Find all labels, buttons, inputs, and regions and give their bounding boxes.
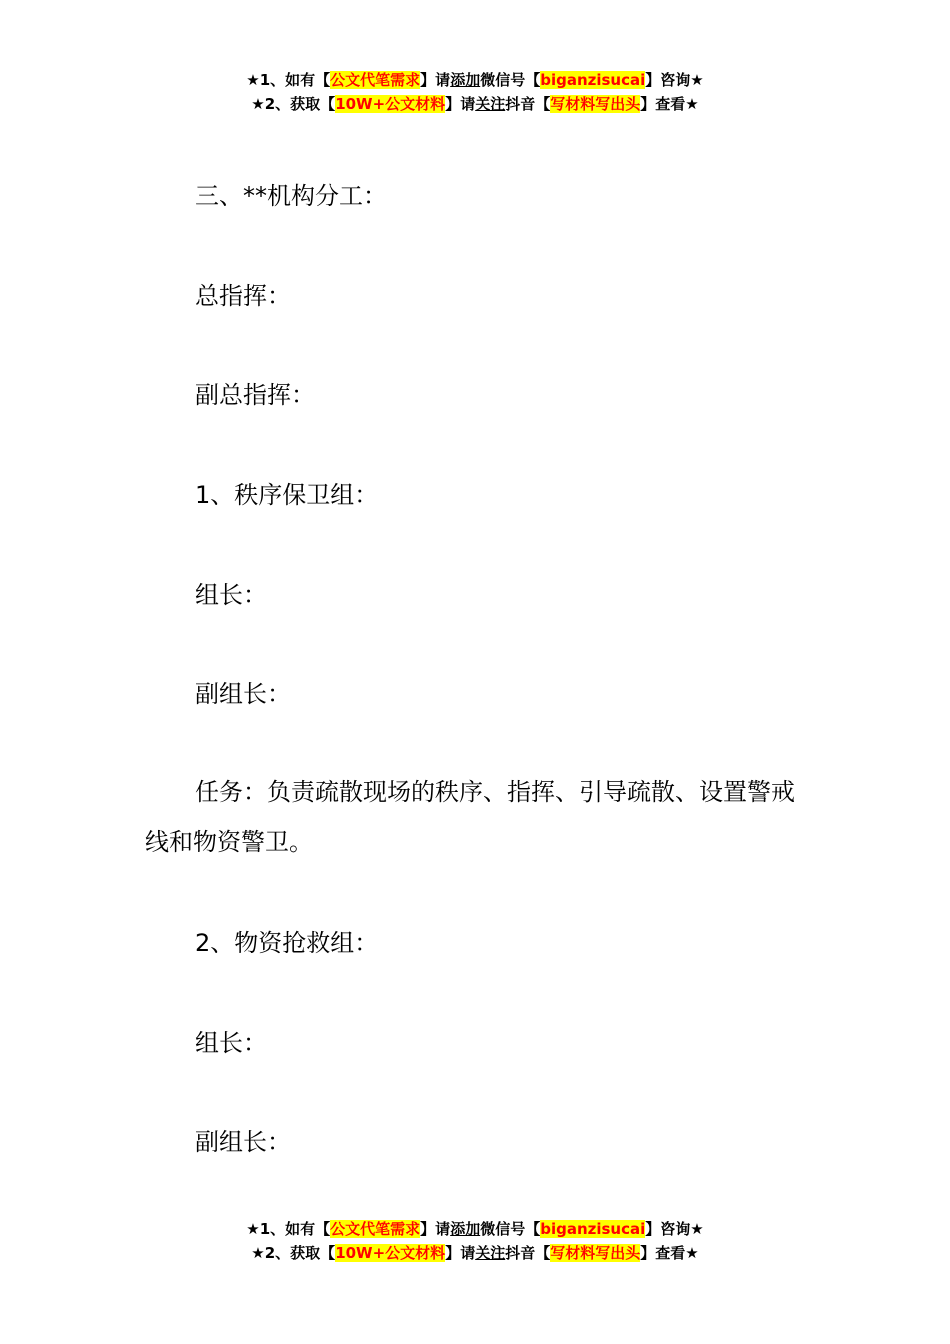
task-paragraph: 任务：负责疏散现场的秩序、指挥、引导疏散、设置警戒线和物资警卫。 [145, 778, 795, 856]
banner-line-2 [0, 92, 950, 116]
banner-text: 】查看★ [640, 1244, 699, 1262]
banner-highlight: 10W+公文材料 [335, 1244, 446, 1262]
banner-text: 】请 [445, 1244, 476, 1262]
banner-highlight: biganzisucai [540, 1220, 646, 1238]
banner-text: ★1、如有【 [246, 1220, 331, 1238]
banner-text: 】请 [445, 95, 476, 113]
field-group-leader: 组长： [195, 581, 267, 609]
banner-text: ★2、获取【 [251, 1244, 336, 1262]
banner-highlight: biganzisucai [540, 71, 646, 89]
field-commander: 总指挥： [195, 282, 291, 310]
banner-text: 】请 [420, 71, 451, 89]
banner-text: 】咨询★ [645, 71, 704, 89]
banner-text: 】查看★ [640, 95, 699, 113]
banner-highlight: 公文代笔需求 [330, 1220, 421, 1238]
field-group-leader: 组长： [195, 1029, 267, 1057]
section-heading: 三、**机构分工： [195, 182, 387, 210]
banner-text: 】咨询★ [645, 1220, 704, 1238]
banner-text: 】请 [420, 1220, 451, 1238]
banner-underlined: 关注 [475, 95, 506, 113]
banner-line-2 [0, 1241, 950, 1265]
banner-text: ★2、获取【 [251, 95, 336, 113]
banner-text: 抖音【 [505, 95, 551, 113]
banner-text: 微信号【 [480, 71, 541, 89]
banner-highlight: 10W+公文材料 [335, 95, 446, 113]
banner-highlight: 写材料写出头 [550, 1244, 641, 1262]
banner-highlight: 公文代笔需求 [330, 71, 421, 89]
field-deputy-group-leader: 副组长： [195, 1128, 291, 1156]
footer-banner [0, 1217, 950, 1265]
field-deputy-group-leader: 副组长： [195, 680, 291, 708]
banner-highlight: 写材料写出头 [550, 95, 641, 113]
group-heading: 2、物资抢救组： [195, 929, 379, 957]
banner-underlined: 添加 [450, 1220, 481, 1238]
banner-underlined: 添加 [450, 71, 481, 89]
banner-line-1 [0, 68, 950, 92]
group-heading: 1、秩序保卫组： [195, 481, 379, 509]
banner-text: 微信号【 [480, 1220, 541, 1238]
banner-text: 抖音【 [505, 1244, 551, 1262]
header-banner [0, 68, 950, 116]
banner-underlined: 关注 [475, 1244, 506, 1262]
field-deputy-commander: 副总指挥： [195, 381, 315, 409]
banner-text: ★1、如有【 [246, 71, 331, 89]
banner-line-1 [0, 1217, 950, 1241]
